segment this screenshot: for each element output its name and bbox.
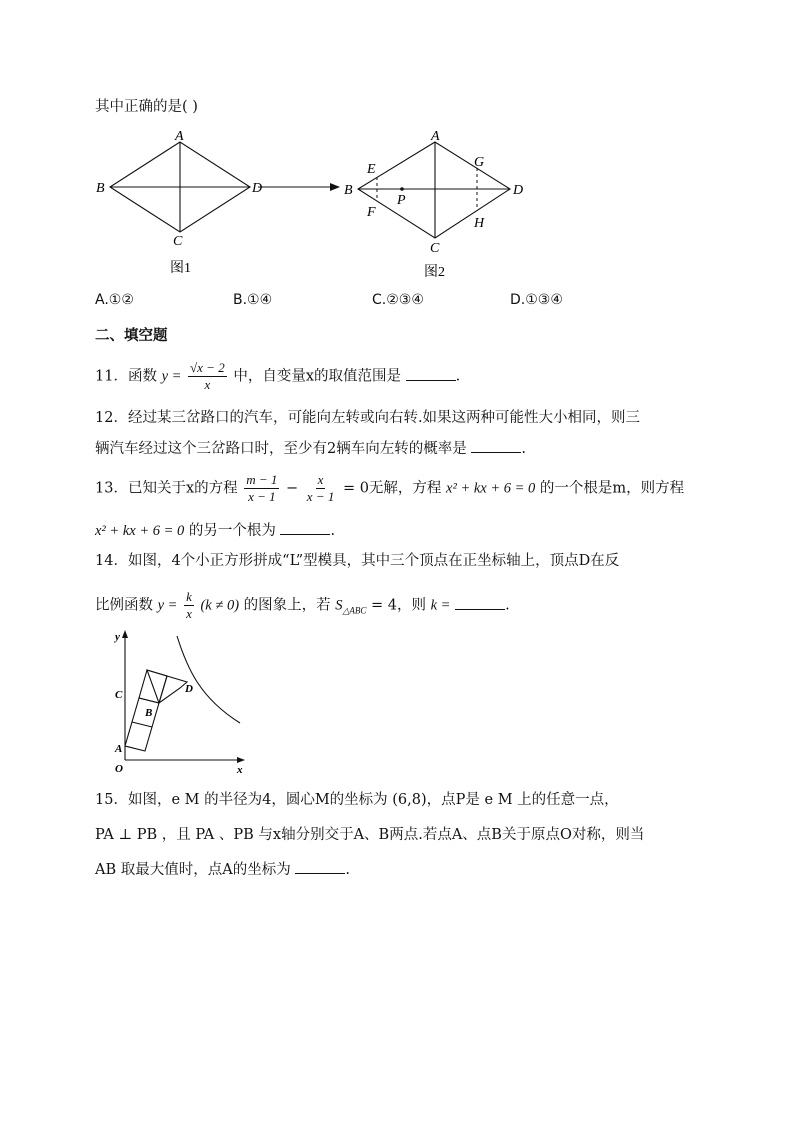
question-14-line-1: 14．如图，4个小正方形拼成“L”型模具，其中三个顶点在正坐标轴上，顶点D在反 [95,553,620,569]
q13-frac2-num: x [317,472,324,487]
q15-prefix: AB 取最大值时，点A的坐标为 [95,862,291,878]
q13-answer-blank[interactable] [280,520,330,535]
q14-fig-label-x: x [237,764,243,776]
q11-end: . [455,368,461,385]
q14-fig-label-b: B [145,707,153,719]
figure-1-rhombus [90,125,530,285]
q14-numerator: k [186,589,192,604]
fig1-label-a: A [175,129,184,144]
question-intro: 其中正确的是( ) [95,99,198,115]
q14-denominator: x [186,606,192,621]
q13-fraction-2 [305,472,337,505]
q13-eq: = 0无解，方程 [342,480,442,497]
q14-answer-blank[interactable] [455,595,505,610]
question-15-line-3 [95,859,350,880]
q11-y: y = [161,368,182,385]
q14-area-symbol: S [335,597,343,614]
q13-mid: 的一个根是m，则方程 [539,480,685,497]
q14-condition: (k ≠ 0) [200,597,240,614]
q11-fraction [188,360,227,393]
q14-k-eq: k = [430,597,451,614]
q11-answer-blank[interactable] [406,366,456,381]
fig1-caption: 图1 [170,261,191,276]
fig1-label-c: C [173,234,183,249]
question-13-line-1 [95,472,684,505]
q11-denominator: x [204,377,211,392]
q14-mid: 的图象上，若 [243,597,331,614]
question-11 [95,360,460,393]
q13-equation: x² + kx + 6 = 0 [446,480,536,497]
q13-frac1-den: x − 1 [248,489,276,504]
fig2-caption: 图2 [424,265,445,280]
fig2-label-f: F [367,205,376,220]
q13-frac2-den: x − 1 [306,489,335,504]
q13-line2-equation: x² + kx + 6 = 0 [95,523,185,539]
fig2-label-h: H [474,216,485,231]
option-c[interactable]: C.②③④ [372,292,424,308]
q14-prefix: 比例函数 [95,597,153,614]
option-a[interactable]: A.①② [95,292,134,308]
question-12-line-2 [95,438,526,459]
q12-answer-blank[interactable] [471,438,521,453]
q13-line2-suffix: 的另一个根为 [188,523,276,539]
option-d[interactable]: D.①③④ [510,292,563,308]
fig1-label-d: D [252,181,263,196]
q13-end: . [330,523,336,539]
fig2-label-g: G [474,155,485,170]
q12-text: 辆汽车经过这个三岔路口时，至少有2辆车向左转的概率是 [95,441,467,457]
question-15-line-1: 15．如图，e M 的半径为4，圆心M的坐标为 (6,8)，点P是 e M 上的任意一点， [95,792,619,808]
q14-fig-label-a: A [115,743,123,755]
q15-answer-blank[interactable] [295,859,345,874]
q14-y: y = [157,597,178,614]
question-12-line-1: 12．经过某三岔路口的汽车，可能向左转或向右转.如果这两种可能性大小相同，则三 [95,410,641,426]
q11-prefix: 11．函数 [95,368,157,385]
question-14-line-2 [95,589,510,622]
q14-end: . [505,597,510,614]
q11-numerator: √x − 2 [190,360,225,375]
fig2-label-p: P [397,193,406,208]
q14-fig-label-c: C [115,689,123,701]
q13-frac1-num: m − 1 [246,472,278,487]
option-b[interactable]: B.①④ [233,292,273,308]
q13-fraction-1 [244,472,279,505]
fig2-label-d: D [513,183,524,198]
fig1-label-b: B [96,181,105,196]
fig2-label-b: B [344,183,353,198]
q14-fig-label-o: O [115,763,123,775]
question-15-line-2: PA ⊥ PB ，且 PA 、PB 与x轴分别交于A、B两点.若点A、点B关于原点O对称，则当 [95,827,645,843]
q14-fig-label-d: D [185,683,193,695]
q14-fraction [184,589,194,622]
q14-figure [105,628,255,776]
q13-prefix: 13．已知关于x的方程 [95,480,238,497]
fig2-label-e: E [367,162,376,177]
fig2-label-a: A [431,129,440,144]
q13-minus: − [286,480,299,497]
section-title: 二、填空题 [95,328,168,344]
q14-area-subscript: △ABC [342,605,367,616]
fig2-label-c: C [430,241,440,256]
q14-area-eq: = 4，则 [371,597,427,614]
question-13-line-2 [95,520,335,541]
q14-fig-label-y: y [115,631,120,643]
q12-end: . [521,441,526,457]
q15-end: . [345,862,350,878]
q11-suffix: 中，自变量x的取值范围是 [233,368,402,385]
